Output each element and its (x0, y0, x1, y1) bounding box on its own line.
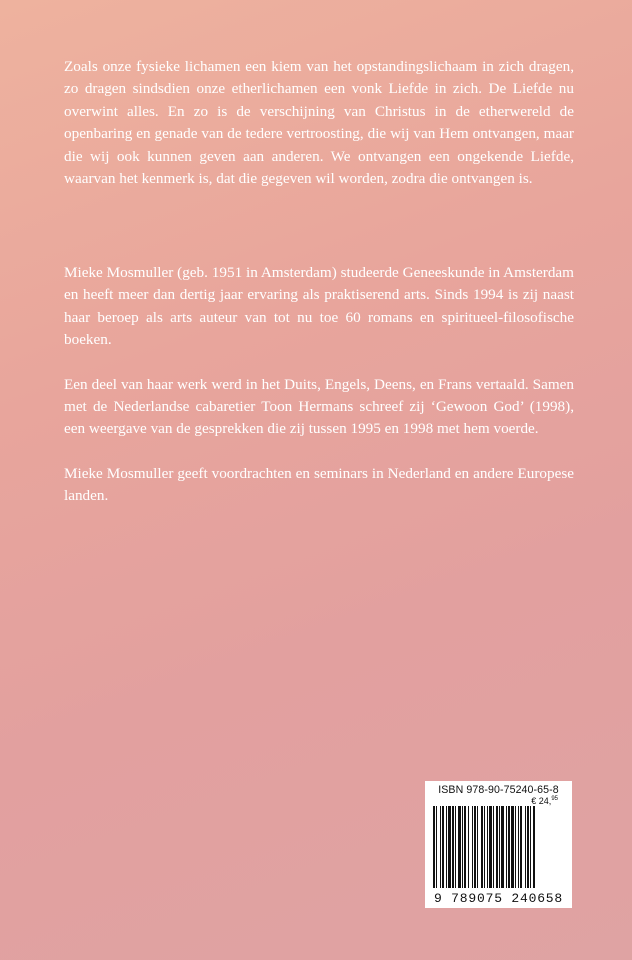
barcode-bar (489, 806, 492, 888)
barcode-bar (446, 806, 447, 888)
price-cents: 95 (551, 796, 558, 802)
barcode-bar (506, 806, 507, 888)
barcode-bar (515, 806, 516, 888)
price-label (531, 796, 558, 806)
isbn-label: ISBN 978-90-75240-65-8 (438, 784, 559, 796)
barcode-bar (433, 806, 435, 888)
barcode-bar (440, 806, 441, 888)
barcode-icon (433, 806, 564, 888)
barcode-bar (436, 806, 437, 888)
barcode-bar (533, 806, 535, 888)
barcode-bar (508, 806, 510, 888)
quote-paragraph: Zoals onze fysieke lichamen een kiem van het opstandingslichaam in zich dragen, zo dragen sindsdien onze etherlichamen een vonk Liefde in zich. De Liefde nu overwint alles. En zo is de verschijning van Christus in de etherwereld de openbaring en genade van de tedere vertroosting, die wij van Hem ontvangen, maar die wij ook kunnen geven aan anderen. We ontvangen een ongekende Liefde, waarvan het kenmerk is, dat die gegeven wil worden, zodra die ontvangen is. (64, 58, 574, 188)
barcode-bar (525, 806, 526, 888)
barcode-bar (455, 806, 456, 888)
price-main: € 24, (531, 796, 552, 806)
barcode-bar (472, 806, 473, 888)
barcode-bar (530, 806, 531, 888)
bio-paragraph-2: Een deel van haar werk werd in het Duits, Engels, Deens, en Frans vertaald. Samen met de Nederlandse cabaretier Toon Hermans schreef zij ‘Gewoon God’ (1998), een weergave van de gesprekken die zij tussen 1995 en 1998 met hem voerde. (64, 375, 574, 438)
barcode-bar (496, 806, 498, 888)
barcode-bar (487, 806, 488, 888)
barcode-bar (442, 806, 444, 888)
barcode-bar (464, 806, 466, 888)
barcode-bar (511, 806, 514, 888)
barcode-bar (477, 806, 478, 888)
barcode-bar (481, 806, 483, 888)
isbn-barcode-box (425, 781, 572, 908)
barcode-bar (484, 806, 485, 888)
barcode-bar (520, 806, 522, 888)
barcode-bar (452, 806, 454, 888)
barcode-bar (448, 806, 451, 888)
bio-paragraph-3: Mieke Mosmuller geeft voordrachten en seminars in Nederland en andere Europese landen. (64, 464, 574, 505)
barcode-bar (474, 806, 476, 888)
barcode-bar (468, 806, 469, 888)
barcode-bar (527, 806, 529, 888)
barcode-digits: 9 789075 240658 (427, 891, 570, 906)
bio-paragraph-1: Mieke Mosmuller (geb. 1951 in Amsterdam) studeerde Geneeskunde in Amsterdam en heeft meer dan dertig jaar ervaring als praktiserend arts. Sinds 1994 is zij naast haar beroep als arts auteur van tot nu toe 60 romans en spiritueel-filosofische boeken. (64, 264, 574, 349)
barcode-bar (493, 806, 494, 888)
barcode-bar (501, 806, 504, 888)
barcode-bar (462, 806, 463, 888)
author-biography (64, 262, 574, 508)
barcode-bar (458, 806, 461, 888)
barcode-bar (518, 806, 519, 888)
barcode-bar (499, 806, 500, 888)
back-cover-quote (64, 56, 574, 190)
